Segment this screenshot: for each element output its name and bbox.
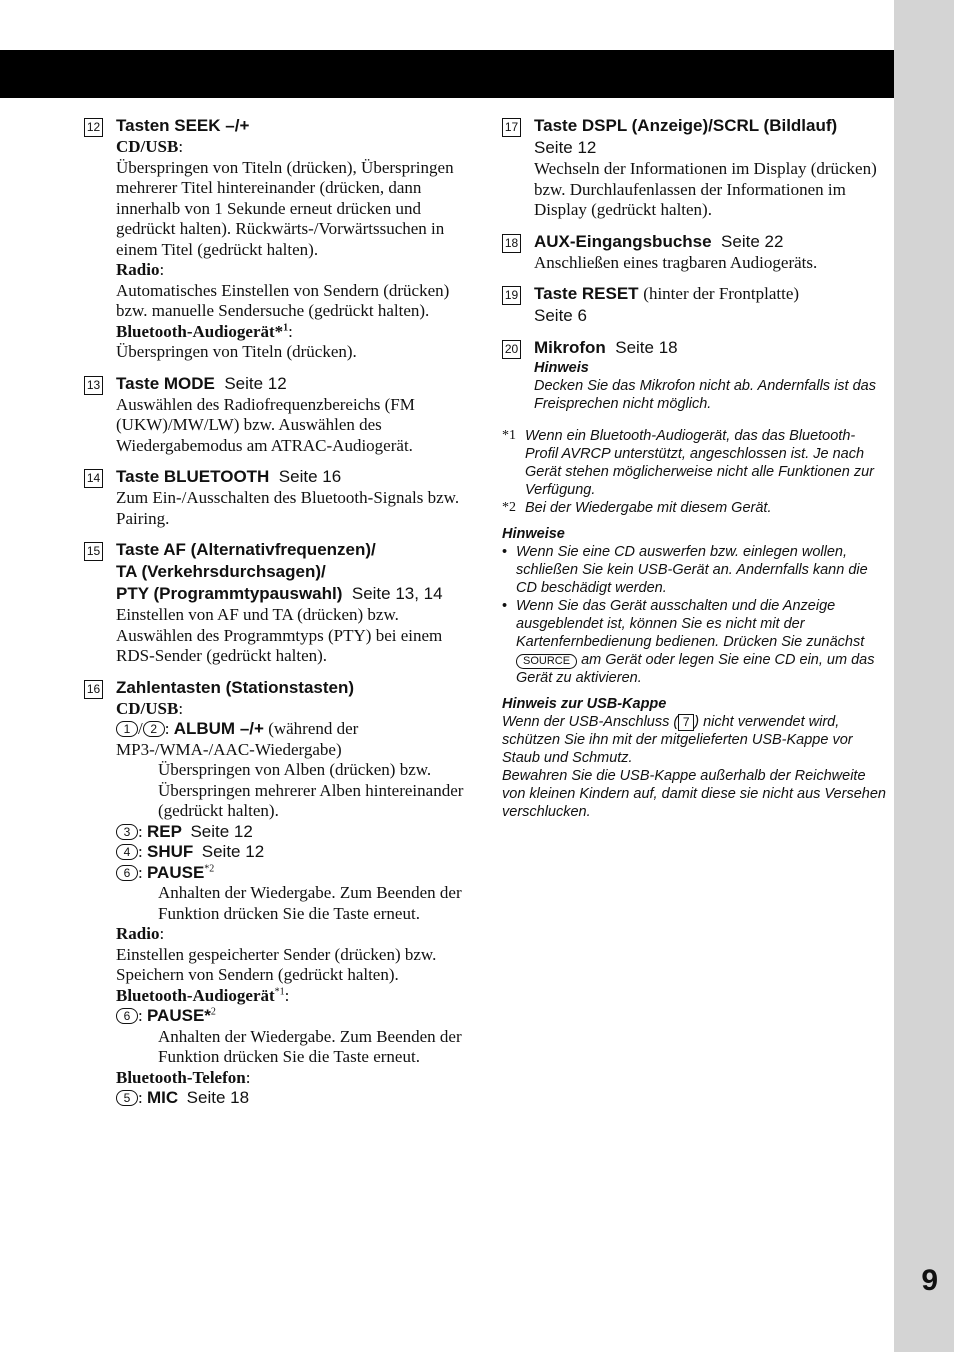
item-title: Mikrofon [534, 338, 606, 357]
key-3-icon: 3 [116, 824, 138, 840]
item-title: Taste RESET [534, 284, 639, 303]
item-number: 20 [502, 340, 521, 359]
key-1-icon: 1 [116, 721, 138, 737]
page-ref: Seite 18 [615, 338, 678, 357]
key-4-icon: 4 [116, 844, 138, 860]
item-number: 18 [502, 234, 521, 253]
item-15 [84, 539, 464, 667]
source-button-icon: SOURCE [516, 654, 577, 669]
item-title: AUX-Eingangsbuchse [534, 231, 712, 251]
item-text: Anschließen eines tragbaren Audiogeräts. [534, 252, 818, 272]
page-ref: Seite 12 [190, 821, 253, 841]
album-label: ALBUM –/+ [173, 719, 264, 738]
bullet-text: Wenn Sie eine CD auswerfen bzw. einlegen wollen, schließen Sie kein USB-Gerät an. Andernfalls kann die CD beschädigt werden. [516, 544, 868, 596]
footnote-2 [502, 499, 887, 517]
item-number: 14 [84, 469, 103, 488]
page-number: 9 [921, 1264, 938, 1297]
pause-text: Anhalten der Wiedergabe. Zum Beenden der Funktion drücken Sie die Taste erneut. [158, 1026, 462, 1066]
footnote-1 [502, 427, 887, 499]
label-cd-usb: CD/USB [116, 137, 179, 156]
footnote-text: Bei der Wiedergabe mit diesem Gerät. [525, 500, 772, 516]
item-19 [502, 283, 887, 327]
label-cd-usb: CD/USB [116, 698, 179, 718]
page-ref: Seite 12 [201, 842, 265, 861]
item-17 [502, 115, 887, 221]
item-14 [84, 466, 464, 529]
item-20 [502, 337, 887, 413]
key-5-icon: 5 [116, 1090, 138, 1106]
text-bluetooth-audio: Überspringen von Titeln (drücken). [116, 342, 357, 361]
item-text: Wechseln der Informationen im Display (drücken) bzw. Durchlaufenlassen der Informationen im Display (gedrückt halten). [534, 159, 877, 219]
side-tab [894, 0, 954, 1352]
page-ref: Seite 12 [534, 138, 597, 157]
album-note: (während der MP3-/WMA-/AAC-Wiedergabe) [116, 719, 359, 759]
item-title-line2: TA (Verkehrsdurchsagen)/ [116, 562, 326, 581]
page-ref: Seite 18 [186, 1088, 250, 1107]
pause-label: PAUSE [146, 862, 205, 882]
item-title: Taste DSPL (Anzeige)/SCRL (Bildlauf) [534, 116, 838, 135]
bullet-text-cont: am Gerät oder legen Sie eine CD ein, um das Gerät zu aktivieren. [516, 652, 875, 686]
item-note: (hinter der Frontplatte) [643, 284, 800, 303]
page-ref: Seite 12 [224, 373, 287, 393]
page-ref: Seite 6 [534, 306, 587, 325]
key-6-icon: 6 [116, 1008, 138, 1024]
item-13 [84, 373, 464, 457]
usb-cap-text-2: Bewahren Sie die USB-Kappe außerhalb der Reichweite von kleinen Kindern auf, damit diese sie nicht aus Versehen verschlucken. [502, 768, 886, 820]
bullet-text: Wenn Sie das Gerät ausschalten und die Anzeige ausgeblendet ist, können Sie es nicht mit der Kartenfernbedienung bedienen. Drücken Sie zunächst [516, 598, 865, 650]
header-bar [0, 50, 894, 98]
item-number: 15 [84, 542, 103, 561]
item-text: Einstellen von AF und TA (drücken) bzw. Auswählen des Programmtyps (PTY) bei einem RDS-Sender (gedrückt halten). [116, 605, 443, 665]
footnote-mark: *1 [502, 428, 516, 443]
left-column [84, 115, 464, 1119]
page-ref: Seite 13, 14 [351, 584, 443, 603]
item-number: 17 [502, 118, 521, 137]
item-text: Auswählen des Radiofrequenzbereichs (FM (UKW)/MW/LW) bzw. Auswählen des Wiedergabemodus am ATRAC-Audiogerät. [116, 394, 415, 455]
item-number: 13 [84, 376, 103, 395]
footnote-text: Wenn ein Bluetooth-Audiogerät, das das Bluetooth-Profil AVRCP unterstützt, angeschlossen ist. Je nach Gerät stehen möglicherweise nicht alle Funktionen zur Verfügung. [525, 428, 874, 498]
key-6-icon: 6 [116, 865, 138, 881]
label-radio: Radio [116, 924, 160, 943]
item-title: Zahlentasten (Stationstasten) [116, 677, 355, 697]
text-radio: Automatisches Einstellen von Sendern (drücken) bzw. manuelle Sendersuche (gedrückt halten). [116, 280, 450, 320]
footnote-mark: *2 [502, 500, 516, 515]
hinweise-title: Hinweise [502, 526, 565, 542]
usb-cap-title: Hinweis zur USB-Kappe [502, 696, 667, 712]
shuf-label: SHUF [146, 842, 194, 861]
label-bluetooth-audio: Bluetooth-Audiogerät* [116, 321, 284, 341]
mic-label: MIC [146, 1088, 179, 1107]
key-2-icon: 2 [143, 721, 165, 737]
bullet-item: • Wenn Sie das Gerät ausschalten und die Anzeige ausgeblendet ist, können Sie es nicht mit der Kartenfernbedienung bedienen. Drücken Sie zunächst SOURCE am Gerät oder legen Sie eine CD ein, um das Gerät zu aktivieren. [502, 598, 875, 686]
item-number: 19 [502, 286, 521, 305]
item-16: 16 Zahlentasten (Stationstasten) CD/USB: 1 / 2 : ALBUM –/+ (während der MP3-/WMA-/AAC-Wiedergabe) Überspringen von Alben (drücken) bzw. Überspringen mehrerer Alben hintereinander (gedrückt halten). 3 : REP Seite 12 4 : SHUF Seite 12 6 : PAUSE$^{*2}$ Anhalten der Wiedergabe. Zum Beenden der Funktion drücken Sie die Taste erneut. Radio: Einstellen gespeicherter Sender (drücken) bzw. Speichern von Sendern (gedrückt halten). Bluetooth-Audiogerät$^{*1}$: 6 : PAUSE*$^2$ Anhalten der Wiedergabe. Zum Beenden der Funktion drücken Sie die Taste erneut. Bluetooth-Telefon: 5 : MIC Seite 18 [84, 677, 464, 1109]
item-number: 12 [84, 118, 103, 137]
rep-label: REP [146, 821, 182, 841]
pause-text: Anhalten der Wiedergabe. Zum Beenden der Funktion drücken Sie die Taste erneut. [158, 883, 462, 923]
label-bluetooth-phone: Bluetooth-Telefon [116, 1067, 246, 1087]
item-18 [502, 231, 887, 274]
label-bluetooth-audio: Bluetooth-Audiogerät [116, 985, 275, 1005]
pause-label: PAUSE* [146, 1006, 211, 1025]
item-title: Taste BLUETOOTH [116, 467, 270, 486]
hinweis-text: Decken Sie das Mikrofon nicht ab. Andernfalls ist das Freisprechen nicht möglich. [534, 378, 876, 412]
item-number: 16 [84, 680, 103, 699]
label-radio: Radio [116, 260, 160, 279]
text-cd-usb: Überspringen von Titeln (drücken), Überspringen mehrerer Titel hintereinander (drücken, dann innerhalb von 1 Sekunde erneut drücken und gedrückt halten). Rückwärts-/Vorwärtssuchen in einem Titel (gedrückt halten). [116, 157, 454, 259]
item-title-line3: PTY (Programmtypauswahl) [116, 584, 343, 603]
hinweis-title: Hinweis [534, 360, 589, 376]
bullet-item: • Wenn Sie eine CD auswerfen bzw. einlegen wollen, schließen Sie kein USB-Gerät an. Andernfalls kann die CD beschädigt werden. [502, 544, 868, 596]
text-radio: Einstellen gespeicherter Sender (drücken) bzw. Speichern von Sendern (gedrückt halten). [116, 944, 437, 984]
page-ref: Seite 16 [278, 467, 342, 486]
item-12: 12 Tasten SEEK –/+ CD/USB: Überspringen von Titeln (drücken), Überspringen mehrerer Titel hintereinander (drücken, dann innerhalb von 1 Sekunde erneut drücken und gedrückt halten). Rückwärts-/Vorwärtssuchen in einem Titel (gedrückt halten). Radio: Automatisches Einstellen von Sendern (drücken) bzw. manuelle Sendersuche (gedrückt halten). Bluetooth-Audiogerät*$^1$: Überspringen von Titeln (drücken). [84, 115, 464, 363]
item-text: Zum Ein-/Ausschalten des Bluetooth-Signals bzw. Pairing. [116, 488, 460, 528]
page-ref: Seite 22 [721, 231, 784, 251]
right-column [502, 115, 887, 821]
item-title-line1: Taste AF (Alternativfrequenzen)/ [116, 540, 376, 559]
item-number-7-icon: 7 [678, 714, 694, 731]
usb-cap-text: Wenn der USB-Anschluss ( 7 ) nicht verwendet wird, schützen Sie ihn mit der mitgelieferten USB-Kappe vor Staub und Schmutz. [502, 714, 853, 766]
item-title: Taste MODE [116, 373, 215, 393]
album-text: Überspringen von Alben (drücken) bzw. Überspringen mehrerer Alben hintereinander (gedrückt halten). [158, 760, 464, 820]
item-title: Tasten SEEK –/+ [116, 116, 250, 135]
